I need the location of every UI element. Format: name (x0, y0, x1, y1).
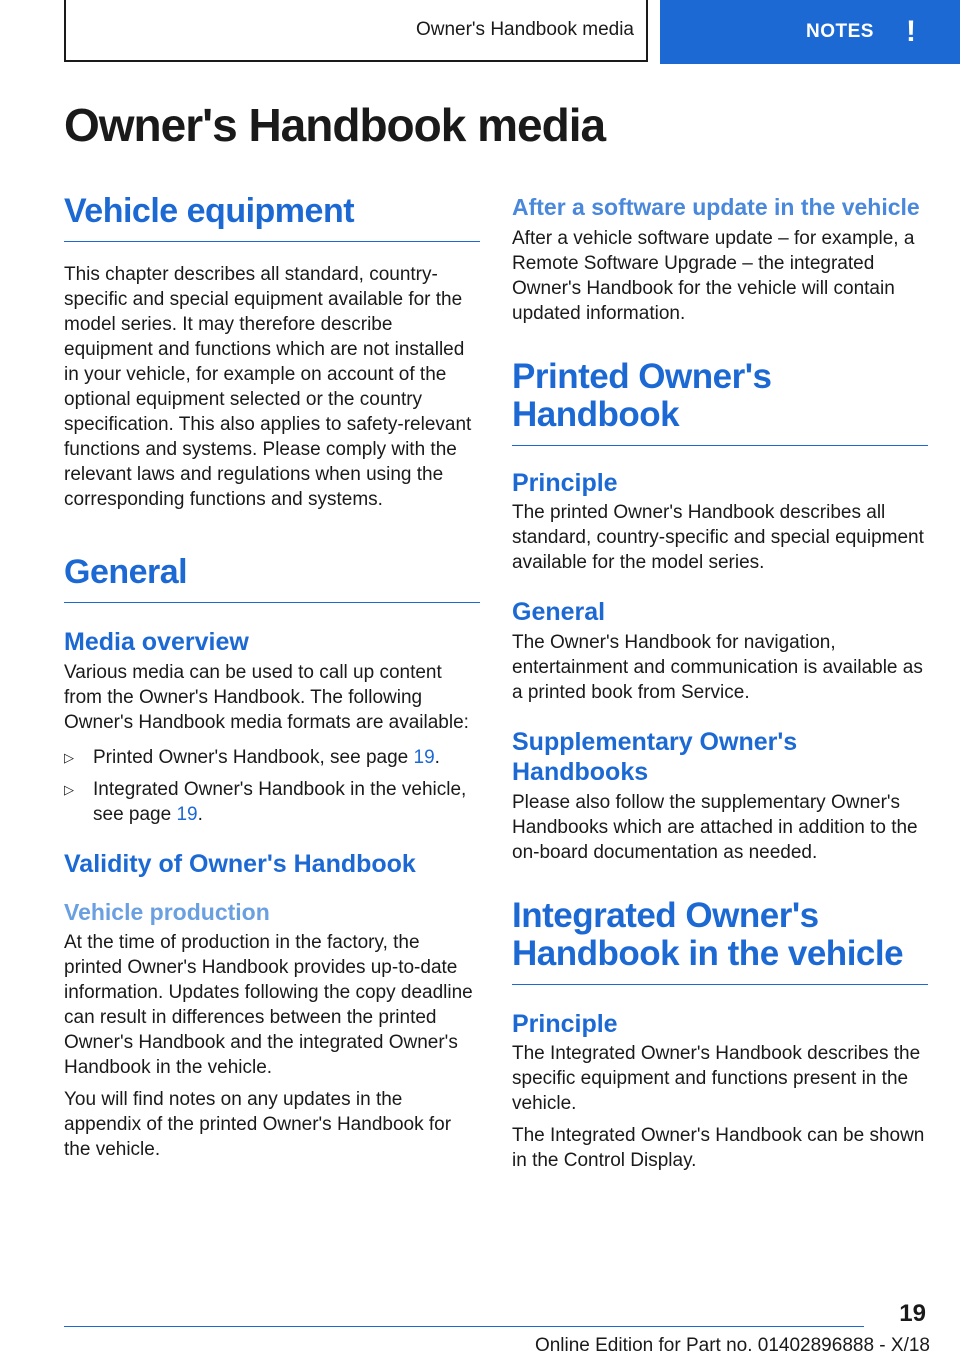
media-overview-text: Various media can be used to call up content from the Owner's Handbook. The following Owner's Handbook media formats are available: (64, 661, 469, 733)
validity-text-2: You will find notes on any updates in the appendix of the printed Owner's Handbook for the vehicle. (64, 1088, 452, 1160)
right-column (512, 190, 928, 1173)
heading-vehicle-production: Vehicle production (64, 899, 270, 925)
integrated-principle-text-1: The Integrated Owner's Handbook describes the specific equipment and functions present in the vehicle. (512, 1043, 921, 1115)
supplementary-text: Please also follow the supplementary Owner's Handbooks which are attached in addition to the on-board documentation as needed. (512, 791, 918, 863)
page-link[interactable]: 19 (413, 746, 435, 768)
page-title: Owner's Handbook media (64, 99, 606, 151)
integrated-principle-text-2: The Integrated Owner's Handbook can be shown in the Control Display. (512, 1125, 925, 1172)
heading-integrated-principle: Principle (512, 1009, 618, 1038)
left-column (64, 190, 480, 1162)
validity-text-1: At the time of production in the factory, the printed Owner's Handbook provides up-to-date information. Updates following the copy deadline can result in differences between the printed Owner's Handbook and the integrated Owner's Handbook in the vehicle. (64, 931, 473, 1078)
triangle-bullet-icon: ▷ (64, 749, 74, 765)
after-update-text: After a vehicle software update – for example, a Remote Software Upgrade – the integrated Owner's Handbook for the vehicle will contain updated information. (512, 227, 915, 324)
list-item: ▷ Printed Owner's Handbook, see page 19. (64, 746, 440, 768)
heading-printed-principle: Principle (512, 468, 618, 497)
vehicle-equipment-text: This chapter describes all standard, country-specific and special equipment available for the model series. It may therefore describe equipment and functions which are not installed in your vehicle, for example on account of the optional equipment selected or the country specification. This also applies to safety-relevant functions and systems. Please comply with the relevant laws and regulations when using the corresponding functions and systems. (64, 264, 472, 510)
printed-general-text: The Owner's Handbook for navigation, entertainment and communication is available as a printed book from Service. (512, 631, 923, 703)
heading-supplementary: Supplementary Owner's Handbooks (512, 727, 798, 787)
list-item: ▷ Integrated Owner's Handbook in the vehicle, see page 19. (64, 778, 467, 825)
page-link[interactable]: 19 (176, 803, 198, 825)
printed-principle-text: The printed Owner's Handbook describes all standard, country-specific and special equipment available for the model series. (512, 502, 924, 574)
heading-after-software-update: After a software update in the vehicle (512, 194, 920, 220)
media-list (64, 745, 480, 827)
heading-integrated-handbook: Integrated Owner's Handbook in the vehicle (512, 897, 928, 985)
heading-media-overview: Media overview (64, 628, 249, 656)
footer-divider (64, 1326, 864, 1327)
page-number: 19 (899, 1300, 926, 1327)
heading-printed-general: General (512, 598, 606, 627)
header-section-label: Owner's Handbook media (415, 19, 634, 40)
header-section-title (64, 0, 648, 62)
heading-vehicle-equipment: Vehicle equipment (64, 190, 480, 242)
footer-edition: Online Edition for Part no. 01402896888 - X/18 (534, 1335, 930, 1356)
heading-printed-handbook: Printed Owner's Handbook (512, 358, 928, 446)
triangle-bullet-icon: ▷ (64, 781, 74, 797)
heading-general: General (64, 551, 480, 603)
heading-validity: Validity of Owner's Handbook (64, 849, 416, 878)
header-notes-tab (660, 0, 960, 64)
exclamation-icon: ! (905, 15, 917, 48)
notes-tab-label: NOTES (806, 21, 874, 42)
